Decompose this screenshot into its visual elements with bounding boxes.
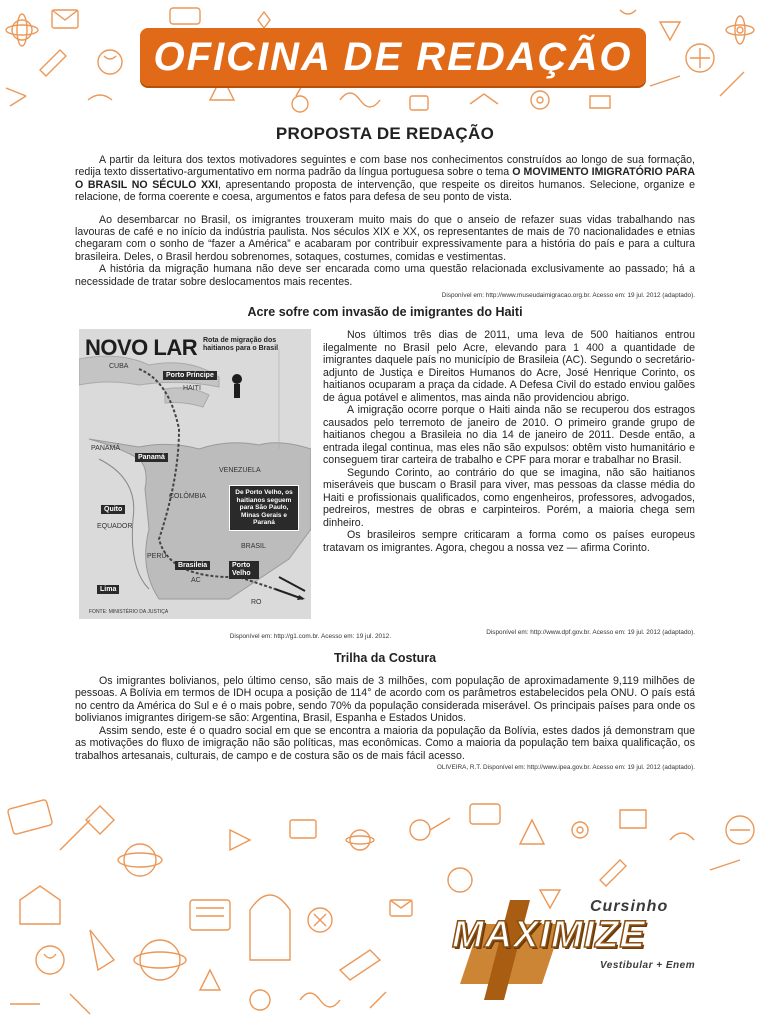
text2-paragraph-4: Os brasileiros sempre criticaram a forma como os países europeus tratavam os imigrantes. Agora, chegou a nossa vez — afirma Corinto.	[323, 529, 695, 554]
map-label-venezuela: VENEZUELA	[219, 467, 261, 475]
title-banner	[140, 28, 646, 86]
map-tag-porto-principe: Porto Príncipe	[163, 371, 217, 380]
text3-source: OLIVEIRA, R.T. Disponível em: http://www.ipea.gov.br. Acesso em: 19 jul. 2012 (adaptado).	[436, 763, 695, 771]
text2-body	[75, 329, 695, 651]
proposal-title: PROPOSTA DE REDAÇÃO	[275, 124, 495, 143]
text2-paragraph-1: Nos últimos três dias de 2011, uma leva de 500 haitianos entrou ilegalmente no Brasil pelo Acre, elevando para 1 400 a quantidade de imigrantes daquele país no município de Brasileia (AC). Segundo o secretário-adjunto de Justiça e Direitos Humanos do Acre, José Henrique Corinto, os haitianos ocuparam a praça da cidade. A Defesa Civil do estado enviou galões de água potável e alimentos, mas ainda não providenciou abrigo.	[323, 329, 695, 404]
text2-paragraph-3: Segundo Corinto, ao contrário do que se imagina, não são haitianos miseráveis que buscam o Brasil para viver, mas pessoas da classe média do Haiti e profissionais qualificados, como engenheiros, professores, advogados, pedreiros, mestres de obras e carpinteiros. Porém, a maioria chega sem dinheiro.	[323, 466, 695, 529]
text2-source: Disponível em: http://www.dpf.gov.br. Acesso em: 19 jul. 2012 (adaptado).	[486, 629, 695, 637]
map-fonte: FONTE: MINISTÉRIO DA JUSTIÇA	[89, 609, 169, 616]
map-label-panama-country: PANAMÁ	[91, 445, 121, 453]
banner-title: OFICINA DE REDAÇÃO	[153, 35, 633, 79]
migration-map	[79, 329, 311, 619]
text3-title: Trilha da Costura	[333, 651, 437, 666]
text2-article	[323, 329, 695, 554]
text3-paragraph-1: Os imigrantes bolivianos, pelo último censo, são mais de 3 milhões, com população de aproximadamente 9,119 milhões de pessoas. A Bolívia em termos de IDH ocupa a posição de 114° de acordo com os parâmetros estabelecidos pela ONU. O país está no centro da América do Sul e é o mais pobre, sendo 70% da população considerada miserável. Os principais países para onde os bolivianos imigrantes dirigem-se são: Argentina, Brasil, Espanha e Estados Unidos.	[75, 675, 695, 725]
map-label-ac: AC	[191, 577, 201, 585]
proposal-intro-after: , apresentando proposta de intervenção, que respeite os direitos humanos. Selecione, organize e relacione, de forma coerente e coesa, argumentos e fatos para defesa de seu ponto de vista.	[75, 178, 695, 204]
map-callout: De Porto Velho, os haitianos seguem para São Paulo, Minas Gerais e Paraná	[229, 485, 299, 531]
map-label-peru: PERU	[147, 553, 167, 561]
map-label-colombia: COLÔMBIA	[169, 493, 206, 501]
proposal-theme: O MOVIMENTO IMIGRATÓRIO PARA O BRASIL NO SÉCULO XXI	[75, 166, 695, 191]
document-content	[75, 118, 695, 771]
map-tag-panama: Panamá	[135, 453, 168, 462]
proposal-intro-before: A partir da leitura dos textos motivadores seguintes e com base nos conhecimentos construídos ao longo de sua formação, redija texto dissertativo-argumentativo em norma padrão da língua portuguesa sobre o tema	[75, 154, 695, 179]
text3-paragraph-2: Assim sendo, este é o quadro social em que se encontra a maioria da população da Bolívia, estes dados já demonstram que as motivações do fluxo de imigração não são políticas, mas econômicas. Como a maioria da população tem baixa qualificação, os trabalhos artesanais, culturais, de campo e de costura são os de mais fácil acesso.	[75, 724, 695, 762]
maximize-logo	[432, 894, 738, 1006]
map-title: NOVO LAR	[85, 335, 198, 361]
map-label-ro: RO	[251, 599, 262, 607]
proposal-instructions	[75, 154, 695, 204]
map-tag-lima: Lima	[97, 585, 119, 594]
map-tag-quito: Quito	[101, 505, 125, 514]
map-tag-porto-velho: Porto Velho	[229, 561, 259, 579]
text1-source: Disponível em: http://www.museudaimigracao.org.br. Acesso em: 19 jul. 2012 (adaptado).	[441, 292, 695, 300]
map-source: Disponível em: http://g1.com.br. Acesso em: 19 jul. 2012.	[229, 633, 391, 641]
logo-name: MAXIMIZE	[452, 914, 646, 956]
map-label-cuba: CUBA	[109, 363, 129, 371]
text1-paragraph-1: Ao desembarcar no Brasil, os imigrantes trouxeram muito mais do que o anseio de refazer suas vidas trabalhando nas lavouras de café e no início da indústria paulista. Nos séculos XIX e XX, os representantes de mais de 70 nacionalidades e etnias chegaram com o sonho de “fazer a América” e acabaram por contribuir expressivamente para a história do país e para a cultura brasileira. Deles, o Brasil herdou sobrenomes, sotaques, costumes, comidas e vestimentas.	[75, 213, 695, 263]
map-subtitle: Rota de migração dos haitianos para o Brasil	[203, 337, 279, 353]
map-label-brasil: BRASIL	[241, 543, 266, 551]
map-label-equador: EQUADOR	[97, 523, 133, 531]
map-label-haiti: HAITI	[183, 385, 201, 393]
logo-tagline: Vestibular + Enem	[600, 960, 696, 971]
text1-paragraph-2: A história da migração humana não deve ser encarada como uma questão relacionada exclusivamente ao passado; há a necessidade de tratar sobre deslocamentos mais recentes.	[75, 263, 695, 288]
text2-paragraph-2: A imigração ocorre porque o Haiti ainda não se recuperou dos estragos causados pelo terremoto de janeiro de 2010. O primeiro grande grupo de haitianos chegou a Brasileia no dia 14 de janeiro de 2011. Desde então, a entrada ilegal continua, mas eles não são expulsos: obtêm visto humanitário e conseguem tirar carteira de trabalho e CPF para morar e trabalhar no Brasil.	[323, 404, 695, 467]
map-tag-brasileia: Brasileia	[175, 561, 210, 570]
text2-title: Acre sofre com invasão de imigrantes do Haiti	[247, 305, 523, 320]
logo-cursinho: Cursinho	[590, 898, 669, 915]
